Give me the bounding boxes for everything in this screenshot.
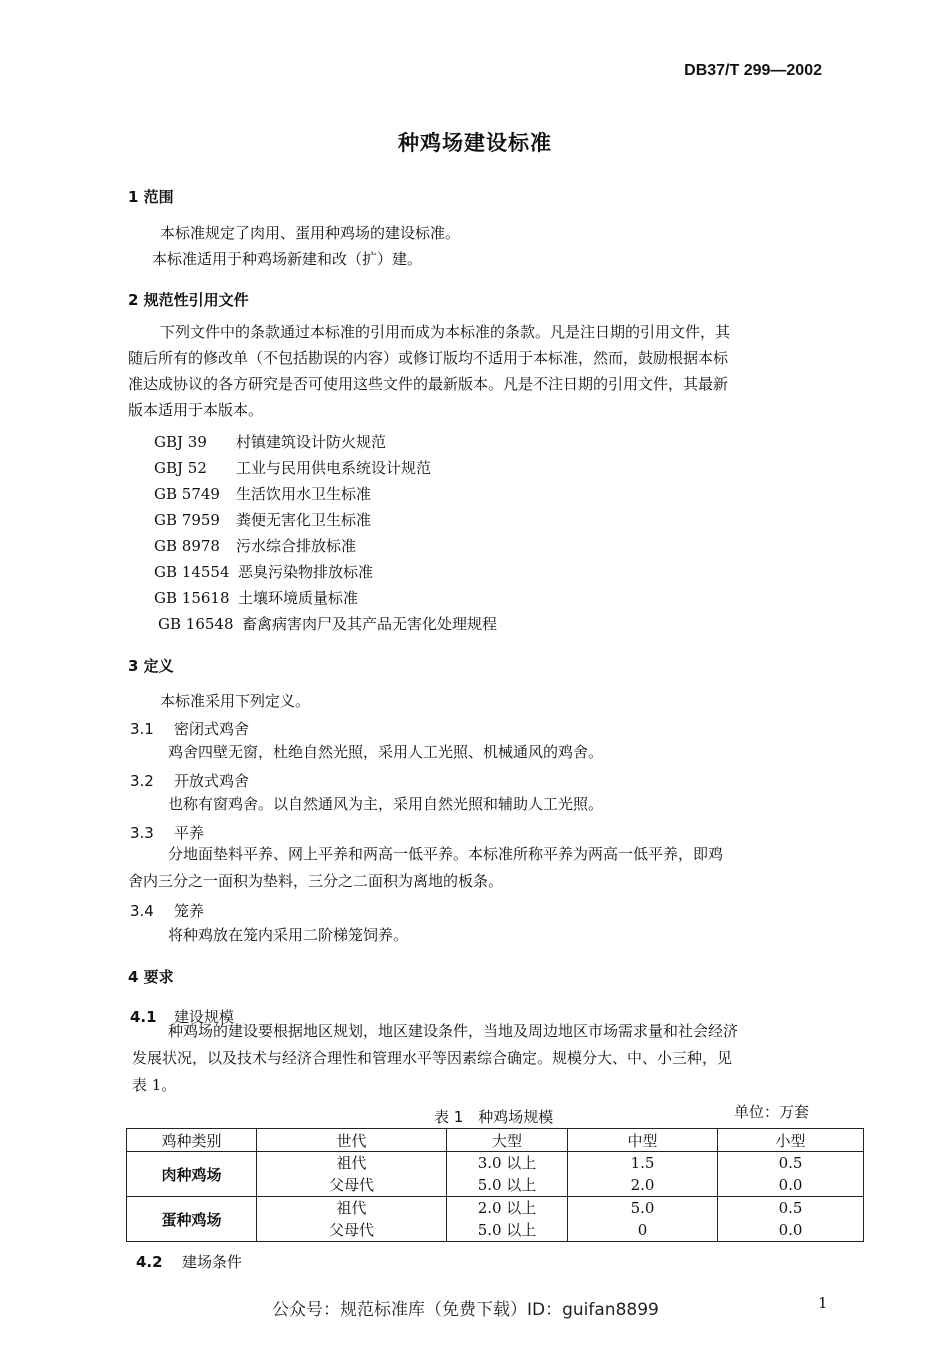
ref-gb16548: GB 16548 畜禽病害肉尸及其产品无害化处理规程 [158,615,498,633]
ref-gb7959: GB 7959 粪便无害化卫生标准 [154,511,372,529]
table-row [127,1152,864,1197]
row-generation: 祖代 父母代 [257,1152,447,1197]
ref-gb5749: GB 5749 生活饮用水卫生标准 [154,485,372,503]
ref-gb8978: GB 8978 污水综合排放标准 [154,537,357,555]
table-row [127,1197,864,1242]
section-4-1-line-1: 种鸡场的建设要根据地区规划，地区建设条件，当地及周边地区市场需求量和社会经济 [168,1022,739,1040]
table-1 [126,1128,864,1242]
def-3-2-heading: 3.2 开放式鸡舍 [130,772,250,790]
def-3-3-heading: 3.3 平养 [130,824,205,842]
table-header-row [127,1129,864,1152]
def-3-3-text-1: 分地面垫料平养、网上平养和两高一低平养。本标准所称平养为两高一低平养，即鸡 [168,845,724,863]
def-3-1-text: 鸡舍四壁无窗，杜绝自然光照，采用人工光照、机械通风的鸡舍。 [168,743,604,761]
section-1-para-2: 本标准适用于种鸡场新建和改（扩）建。 [152,250,423,268]
col-header-medium: 中型 [568,1129,718,1152]
row-large: 2.0 以上 5.0 以上 [447,1197,568,1242]
table-1-unit: 单位：万套 [734,1103,810,1121]
def-3-3-text-2: 舍内三分之一面积为垫料，三分之二面积为离地的板条。 [128,872,504,890]
section-3-intro: 本标准采用下列定义。 [160,692,311,710]
row-medium: 1.5 2.0 [568,1152,718,1197]
ref-gb14554: GB 14554 恶臭污染物排放标准 [154,563,374,581]
ref-gbj39: GBJ 39 村镇建筑设计防火规范 [154,433,387,451]
col-header-generation: 世代 [257,1129,447,1152]
section-3-heading: 3 定义 [128,657,174,675]
page-number: 1 [818,1294,828,1312]
section-2-intro-line-1: 下列文件中的条款通过本标准的引用而成为本标准的条款。凡是注日期的引用文件，其 [160,323,731,341]
section-1-heading: 1 范围 [128,188,174,206]
section-4-1-line-3: 表 1。 [132,1076,177,1094]
section-2-intro-line-2: 随后所有的修改单（不包括勘误的内容）或修订版均不适用于本标准，然而，鼓励根据本标 [128,349,729,367]
ref-gbj52: GBJ 52 工业与民用供电系统设计规范 [154,459,432,477]
row-large: 3.0 以上 5.0 以上 [447,1152,568,1197]
section-2-intro-line-3: 准达成协议的各方研究是否可使用这些文件的最新版本。凡是不注日期的引用文件，其最新 [128,375,729,393]
watermark-footer: 公众号：规范标准库（免费下载）ID：guifan8899 [272,1300,659,1320]
col-header-small: 小型 [718,1129,864,1152]
section-2-heading: 2 规范性引用文件 [128,291,249,309]
section-4-heading: 4 要求 [128,968,174,986]
ref-gb15618: GB 15618 土壤环境质量标准 [154,589,359,607]
section-4-1-heading: 4.1 建设规模 [130,1008,235,1026]
def-3-4-text: 将种鸡放在笼内采用二阶梯笼饲养。 [168,926,409,944]
section-4-2-heading: 4.2 建场条件 [136,1253,243,1271]
def-3-4-heading: 3.4 笼养 [130,902,205,920]
col-header-large: 大型 [447,1129,568,1152]
section-2-intro-line-4: 版本适用于本版本。 [128,401,264,419]
document-title: 种鸡场建设标准 [398,131,552,155]
section-4-1-line-2: 发展状况，以及技术与经济合理性和管理水平等因素综合确定。规模分大、中、小三种，见 [132,1049,733,1067]
row-medium: 5.0 0 [568,1197,718,1242]
row-type: 肉种鸡场 [127,1152,257,1197]
def-3-2-text: 也称有窗鸡舍。以自然通风为主，采用自然光照和辅助人工光照。 [168,795,604,813]
def-3-1-heading: 3.1 密闭式鸡舍 [130,720,250,738]
table-1-caption: 表 1 种鸡场规模 [434,1108,554,1126]
row-small: 0.5 0.0 [718,1197,864,1242]
col-header-type: 鸡种类别 [127,1129,257,1152]
row-generation: 祖代 父母代 [257,1197,447,1242]
section-1-para-1: 本标准规定了肉用、蛋用种鸡场的建设标准。 [160,224,461,242]
row-small: 0.5 0.0 [718,1152,864,1197]
row-type: 蛋种鸡场 [127,1197,257,1242]
standard-number: DB37/T 299—2002 [684,62,822,79]
